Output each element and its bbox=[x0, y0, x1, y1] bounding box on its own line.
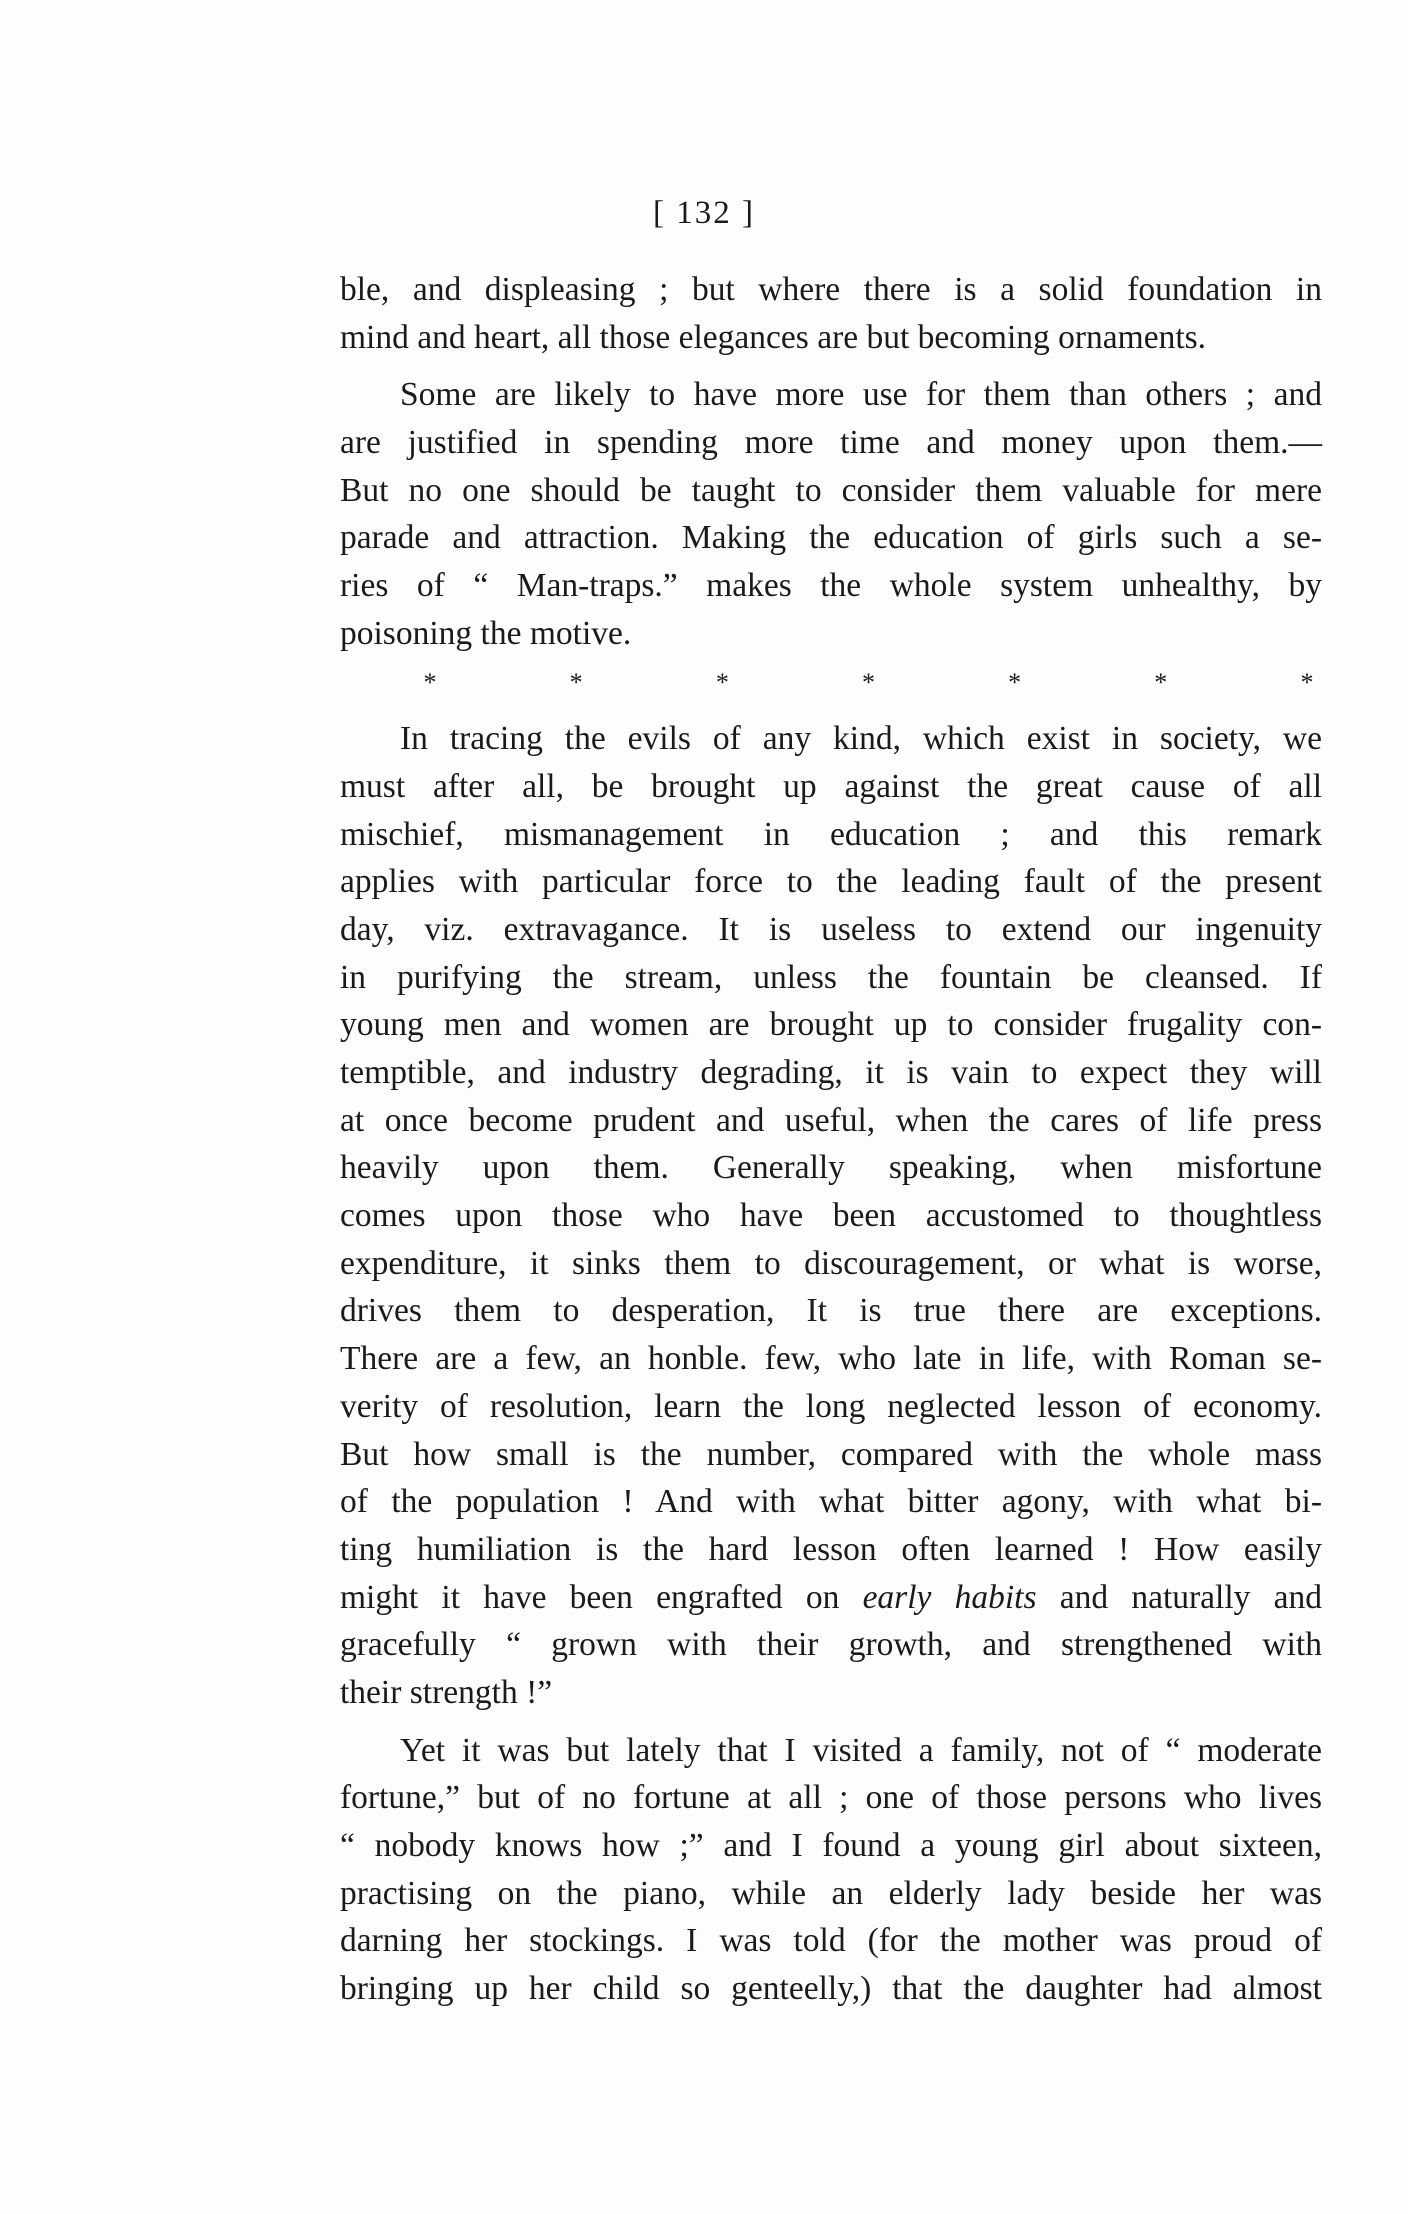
body-text bbox=[340, 266, 1322, 2013]
text-line: at once become prudent and useful, when the cares of life press bbox=[340, 1101, 1322, 1139]
paragraph-2 bbox=[340, 371, 1322, 657]
text-line: In tracing the evils of any kind, which exist in society, we bbox=[400, 720, 1322, 758]
text-line: heavily upon them. Generally speaking, when misfortune bbox=[340, 1149, 1322, 1187]
text-line: applies with particular force to the leading fault of the present bbox=[340, 863, 1322, 901]
paragraph-1 bbox=[340, 266, 1322, 361]
text-line: But no one should be taught to consider them valuable for mere bbox=[340, 471, 1322, 509]
separator-star: * bbox=[569, 667, 583, 697]
text-line: bringing up her child so genteelly,) that the daughter had almost bbox=[340, 1970, 1322, 2008]
text-line: Some are likely to have more use for them than others ; and bbox=[400, 376, 1322, 414]
text-line: temptible, and industry degrading, it is vain to expect they will bbox=[340, 1054, 1322, 1091]
paragraph-3 bbox=[340, 715, 1322, 1716]
text-line: practising on the piano, while an elderly lady beside her was bbox=[340, 1874, 1322, 1912]
text-line: day, viz. extravagance. It is useless to extend our ingenuity bbox=[340, 910, 1322, 948]
text-line: There are a few, an honble. few, who late in life, with Roman se- bbox=[340, 1340, 1322, 1378]
text-line: their strength !” bbox=[340, 1673, 553, 1711]
separator-star: * bbox=[1008, 667, 1022, 697]
text-line: mischief, mismanagement in education ; and this remark bbox=[340, 815, 1322, 853]
page-number: [ 132 ] bbox=[653, 195, 755, 231]
separator-star: * bbox=[861, 667, 875, 697]
separator-star: * bbox=[423, 667, 437, 697]
text-line: fortune,” but of no fortune at all ; one of those persons who lives bbox=[340, 1779, 1322, 1817]
text-line: verity of resolution, learn the long neglected lesson of economy. bbox=[340, 1387, 1322, 1425]
text-line: parade and attraction. Making the education of girls such a se- bbox=[340, 519, 1322, 557]
text-line: ting humiliation is the hard lesson often learned ! How easily bbox=[340, 1530, 1322, 1568]
text-line: are justified in spending more time and money upon them.— bbox=[340, 424, 1322, 462]
text-line: But how small is the number, compared with the whole mass bbox=[340, 1435, 1322, 1473]
text-line: must after all, be brought up against the great cause of all bbox=[340, 767, 1322, 805]
text-line: mind and heart, all those elegances are but becoming ornaments. bbox=[340, 318, 1207, 356]
text-line: might it have been engrafted on early habits and naturally and bbox=[340, 1578, 1322, 1616]
text-line: young men and women are brought up to consider frugality con- bbox=[340, 1006, 1322, 1044]
text-line: darning her stockings. I was told (for the mother was proud of bbox=[340, 1922, 1322, 1960]
text-line: drives them to desperation, It is true there are exceptions. bbox=[340, 1292, 1322, 1330]
text-line: in purifying the stream, unless the fountain be cleansed. If bbox=[340, 958, 1322, 996]
separator-star: * bbox=[715, 667, 729, 697]
text-line: of the population ! And with what bitter agony, with what bi- bbox=[340, 1483, 1322, 1521]
text-line: expenditure, it sinks them to discouragement, or what is worse, bbox=[340, 1244, 1322, 1282]
text-line: comes upon those who have been accustomed to thoughtless bbox=[340, 1197, 1322, 1235]
separator-star: * bbox=[1300, 667, 1314, 697]
paragraph-4 bbox=[340, 1727, 1322, 2013]
separator-star: * bbox=[1154, 667, 1168, 697]
text-line: poisoning the motive. bbox=[340, 614, 632, 652]
text-line: Yet it was but lately that I visited a family, not of “ moderate bbox=[400, 1731, 1322, 1769]
text-line: ble, and displeasing ; but where there is a solid foundation in bbox=[340, 271, 1322, 308]
text-line: “ nobody knows how ;” and I found a young girl about sixteen, bbox=[340, 1827, 1322, 1864]
text-line: gracefully “ grown with their growth, and strengthened with bbox=[340, 1626, 1322, 1664]
text-line: ries of “ Man-traps.” makes the whole system unhealthy, by bbox=[340, 567, 1322, 605]
section-separator bbox=[415, 658, 1322, 706]
